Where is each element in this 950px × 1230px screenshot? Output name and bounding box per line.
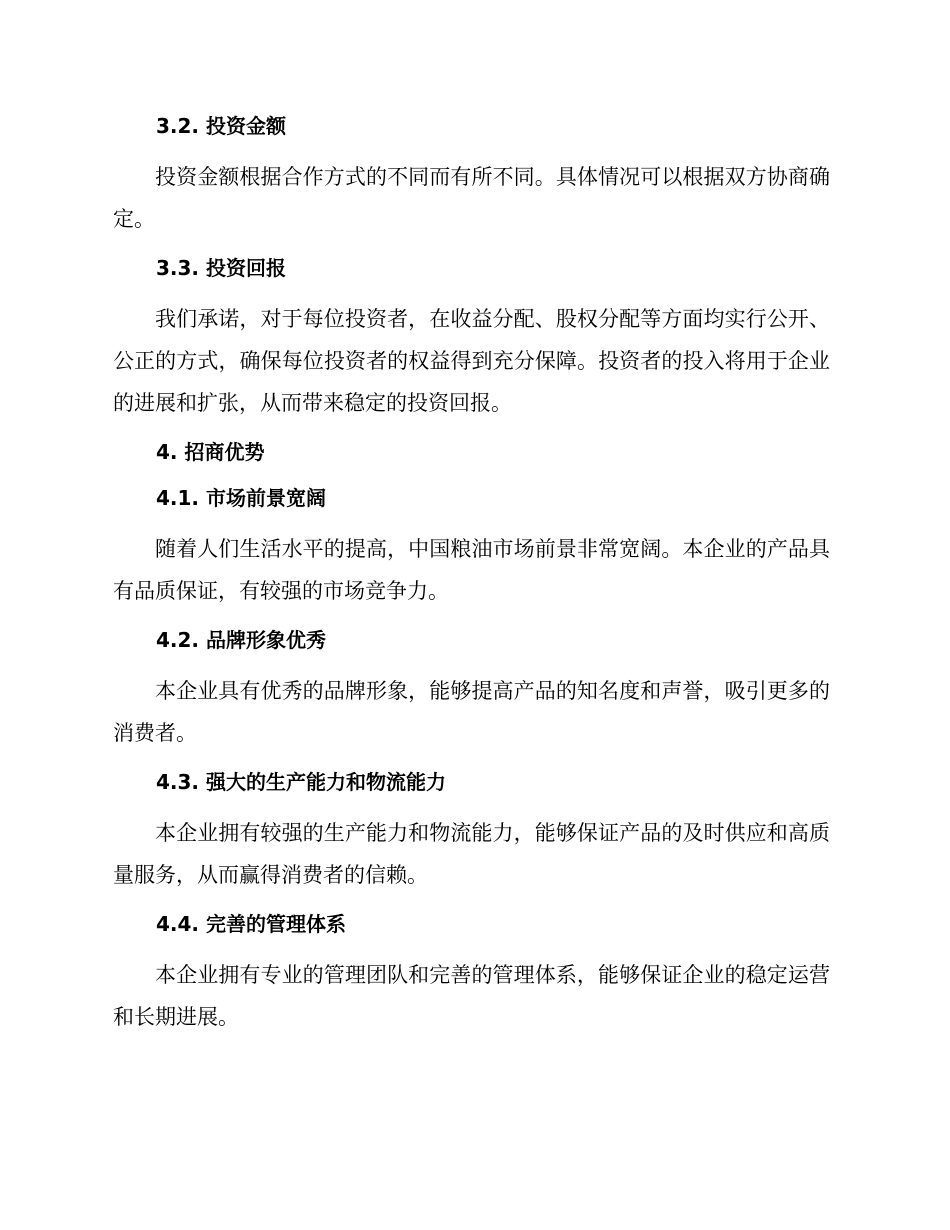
section-body-3-2: 投资金额根据合作方式的不同而有所不同。具体情况可以根据双方协商确定。 bbox=[113, 165, 830, 231]
section-heading-4-1: 4.1. 市场前景宽阔 bbox=[156, 486, 326, 510]
section-heading-4: 4. 招商优势 bbox=[156, 440, 265, 464]
section-body-4-4: 本企业拥有专业的管理团队和完善的管理体系，能够保证企业的稳定运营和长期进展。 bbox=[113, 963, 830, 1029]
section-heading-4-3: 4.3. 强大的生产能力和物流能力 bbox=[156, 770, 446, 794]
section-heading-4-4: 4.4. 完善的管理体系 bbox=[156, 912, 346, 936]
section-body-4-3: 本企业拥有较强的生产能力和物流能力，能够保证产品的及时供应和高质量服务，从而赢得消费者的信赖。 bbox=[113, 821, 830, 887]
section-body-4-1: 随着人们生活水平的提高，中国粮油市场前景非常宽阔。本企业的产品具有品质保证，有较强的市场竞争力。 bbox=[113, 537, 830, 603]
section-body-3-3: 我们承诺，对于每位投资者，在收益分配、股权分配等方面均实行公开、公正的方式，确保每位投资者的权益得到充分保障。投资者的投入将用于企业的进展和扩张，从而带来稳定的投资回报。 bbox=[113, 307, 830, 415]
section-heading-3-3: 3.3. 投资回报 bbox=[156, 256, 286, 280]
section-heading-4-2: 4.2. 品牌形象优秀 bbox=[156, 628, 326, 652]
section-heading-3-2: 3.2. 投资金额 bbox=[156, 114, 286, 138]
section-body-4-2: 本企业具有优秀的品牌形象，能够提高产品的知名度和声誉，吸引更多的消费者。 bbox=[113, 679, 830, 745]
